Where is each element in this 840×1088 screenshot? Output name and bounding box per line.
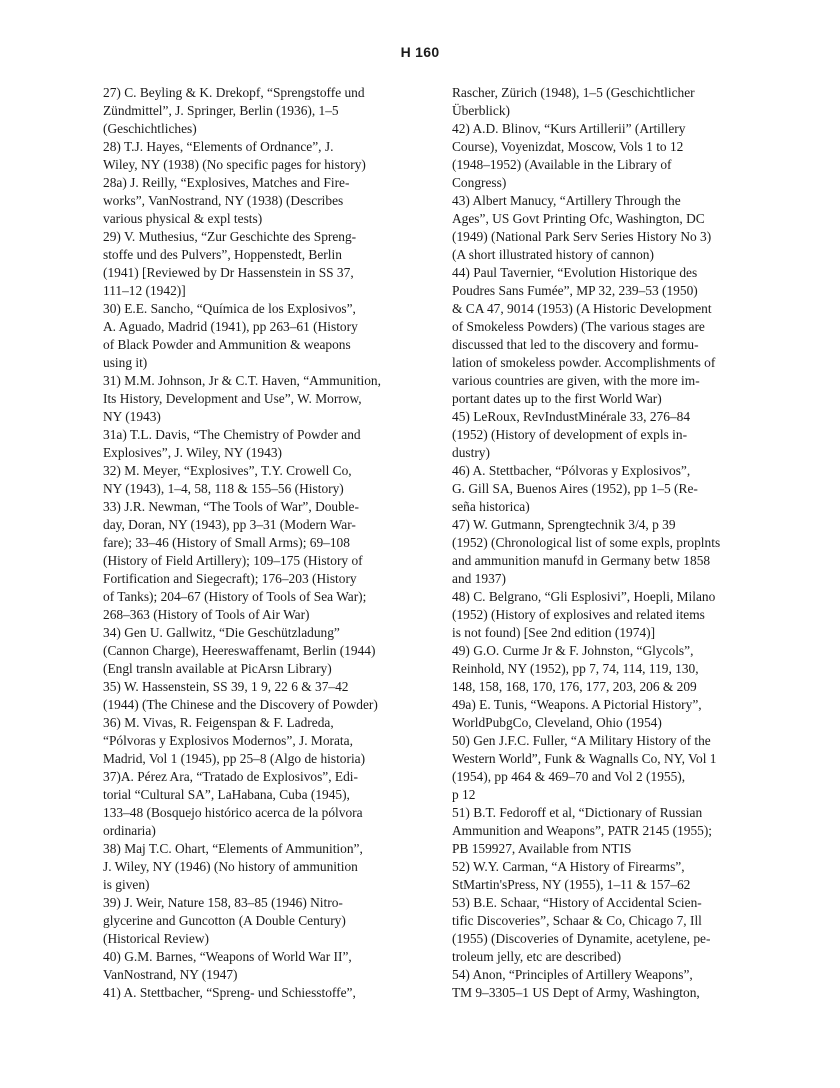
reference-line: (Cannon Charge), Heereswaffenamt, Berlin (1944) — [103, 643, 376, 658]
reference-line: 42) A.D. Blinov, “Kurs Artillerii” (Artillery — [452, 121, 686, 136]
reference-line: 133–48 (Bosquejo histórico acerca de la pólvora — [103, 805, 363, 820]
reference-line: 32) M. Meyer, “Explosives”, T.Y. Crowell Co, — [103, 463, 352, 478]
reference-line: 45) LeRoux, RevIndustMinérale 33, 276–84 — [452, 409, 691, 424]
reference-line: 53) B.E. Schaar, “History of Accidental Scien- — [452, 895, 702, 910]
reference-line: various countries are given, with the more im- — [452, 373, 700, 388]
reference-line: of Smokeless Powders) (The various stages are — [452, 319, 705, 334]
reference-line: Überblick) — [452, 103, 511, 118]
reference-line: (1949) (National Park Serv Series History No 3) — [452, 229, 712, 244]
reference-line: (1941) [Reviewed by Dr Hassenstein in SS 37, — [103, 265, 354, 280]
reference-line: A. Aguado, Madrid (1941), pp 263–61 (History — [103, 319, 358, 334]
reference-line: 30) E.E. Sancho, “Química de los Explosivos”, — [103, 301, 356, 316]
reference-line: 31) M.M. Johnson, Jr & C.T. Haven, “Ammunition, — [103, 373, 381, 388]
reference-line: 36) M. Vivas, R. Feigenspan & F. Ladreda, — [103, 715, 334, 730]
reference-line: “Pólvoras y Explosivos Modernos”, J. Morata, — [103, 733, 353, 748]
reference-line: NY (1943) — [103, 409, 161, 424]
reference-line: 54) Anon, “Principles of Artillery Weapons”, — [452, 967, 693, 982]
reference-line: StMartin'sPress, NY (1955), 1–11 & 157–62 — [452, 877, 691, 892]
reference-line: 44) Paul Tavernier, “Evolution Historique des — [452, 265, 698, 280]
reference-line: Wiley, NY (1938) (No specific pages for history) — [103, 157, 366, 172]
reference-line: 43) Albert Manucy, “Artillery Through the — [452, 193, 681, 208]
reference-line: using it) — [103, 355, 148, 370]
reference-line: 49) G.O. Curme Jr & F. Johnston, “Glycols”, — [452, 643, 694, 658]
reference-line: (1955) (Discoveries of Dynamite, acetylene, pe- — [452, 931, 711, 946]
reference-line: Rascher, Zürich (1948), 1–5 (Geschichtlicher — [452, 85, 695, 100]
reference-line: (1952) (History of development of expls in- — [452, 427, 688, 442]
reference-line: 52) W.Y. Carman, “A History of Firearms”, — [452, 859, 685, 874]
reference-line: G. Gill SA, Buenos Aires (1952), pp 1–5 (Re- — [452, 481, 698, 496]
reference-line: 41) A. Stettbacher, “Spreng- und Schiesstoffe”, — [103, 985, 356, 1000]
reference-line: 40) G.M. Barnes, “Weapons of World War II”, — [103, 949, 352, 964]
reference-line: Poudres Sans Fumée”, MP 32, 239–53 (1950) — [452, 283, 698, 298]
reference-line: & CA 47, 9014 (1953) (A Historic Development — [452, 301, 712, 316]
reference-line: (Engl transln available at PicArsn Library) — [103, 661, 332, 676]
reference-line: works”, VanNostrand, NY (1938) (Describes — [103, 193, 344, 208]
reference-line: (A short illustrated history of cannon) — [452, 247, 654, 262]
reference-line: of Black Powder and Ammunition & weapons — [103, 337, 351, 352]
reference-line: is not found) [See 2nd edition (1974)] — [452, 625, 656, 640]
reference-line: VanNostrand, NY (1947) — [103, 967, 238, 982]
reference-line: Explosives”, J. Wiley, NY (1943) — [103, 445, 282, 460]
reference-line: NY (1943), 1–4, 58, 118 & 155–56 (History) — [103, 481, 344, 496]
reference-line: ordinaria) — [103, 823, 156, 838]
reference-line: Congress) — [452, 175, 507, 190]
reference-line: 47) W. Gutmann, Sprengtechnik 3/4, p 39 — [452, 517, 676, 532]
reference-line: (Historical Review) — [103, 931, 209, 946]
reference-line: 49a) E. Tunis, “Weapons. A Pictorial History”, — [452, 697, 702, 712]
reference-line: Reinhold, NY (1952), pp 7, 74, 114, 119, 130, — [452, 661, 699, 676]
reference-line: p 12 — [452, 787, 476, 802]
reference-line: 34) Gen U. Gallwitz, “Die Geschützladung” — [103, 625, 340, 640]
reference-line: 50) Gen J.F.C. Fuller, “A Military History of the — [452, 733, 711, 748]
reference-line: 29) V. Muthesius, “Zur Geschichte des Spreng- — [103, 229, 357, 244]
reference-line: troleum jelly, etc are described) — [452, 949, 622, 964]
reference-line: Ages”, US Govt Printing Ofc, Washington, DC — [452, 211, 705, 226]
reference-line: day, Doran, NY (1943), pp 3–31 (Modern War- — [103, 517, 356, 532]
reference-line: is given) — [103, 877, 150, 892]
reference-line: Western World”, Funk & Wagnalls Co, NY, Vol 1 — [452, 751, 717, 766]
reference-line: and ammunition manufd in Germany betw 1858 — [452, 553, 711, 568]
reference-line: Fortification and Siegecraft); 176–203 (History — [103, 571, 357, 586]
reference-line: Madrid, Vol 1 (1945), pp 25–8 (Algo de historia) — [103, 751, 366, 766]
reference-line: 38) Maj T.C. Ohart, “Elements of Ammunition”, — [103, 841, 363, 856]
reference-line: dustry) — [452, 445, 490, 460]
reference-line: Course), Voyenizdat, Moscow, Vols 1 to 12 — [452, 139, 684, 154]
reference-line: portant dates up to the first World War) — [452, 391, 662, 406]
reference-line: lation of smokeless powder. Accomplishments of — [452, 355, 716, 370]
reference-line: stoffe und des Pulvers”, Hoppenstedt, Berlin — [103, 247, 342, 262]
page-header: H 160 — [400, 44, 440, 60]
reference-line: J. Wiley, NY (1946) (No history of ammunition — [103, 859, 358, 874]
reference-line: 46) A. Stettbacher, “Pólvoras y Explosivos”, — [452, 463, 691, 478]
reference-line: 268–363 (History of Tools of Air War) — [103, 607, 310, 622]
reference-line: (1952) (Chronological list of some expls, proplnts — [452, 535, 721, 550]
reference-line: 27) C. Beyling & K. Drekopf, “Sprengstoffe und — [103, 85, 365, 100]
reference-line: 37)A. Pérez Ara, “Tratado de Explosivos”, Edi- — [103, 769, 358, 784]
reference-line: 48) C. Belgrano, “Gli Esplosivi”, Hoepli, Milano — [452, 589, 716, 604]
reference-line: TM 9–3305–1 US Dept of Army, Washington, — [452, 985, 700, 1000]
right-column — [452, 84, 772, 1002]
reference-line: Its History, Development and Use”, W. Morrow, — [103, 391, 362, 406]
reference-line: fare); 33–46 (History of Small Arms); 69–108 — [103, 535, 350, 550]
reference-line: 35) W. Hassenstein, SS 39, 1 9, 22 6 & 37–42 — [103, 679, 349, 694]
left-column — [103, 84, 433, 1002]
reference-line: (1952) (History of explosives and related items — [452, 607, 705, 622]
reference-line: 28) T.J. Hayes, “Elements of Ordnance”, J. — [103, 139, 334, 154]
reference-line: and 1937) — [452, 571, 506, 586]
reference-line: (1944) (The Chinese and the Discovery of Powder) — [103, 697, 378, 712]
reference-line: discussed that led to the discovery and formu- — [452, 337, 699, 352]
reference-line: 33) J.R. Newman, “The Tools of War”, Double- — [103, 499, 359, 514]
reference-line: Ammunition and Weapons”, PATR 2145 (1955); — [452, 823, 713, 838]
reference-line: 31a) T.L. Davis, “The Chemistry of Powder and — [103, 427, 361, 442]
reference-line: torial “Cultural SA”, LaHabana, Cuba (1945), — [103, 787, 350, 802]
reference-line: glycerine and Guncotton (A Double Century) — [103, 913, 346, 928]
reference-line: various physical & expl tests) — [103, 211, 263, 226]
reference-line: Zündmittel”, J. Springer, Berlin (1936), 1–5 — [103, 103, 339, 118]
reference-line: of Tanks); 204–67 (History of Tools of Sea War); — [103, 589, 367, 604]
reference-line: (History of Field Artillery); 109–175 (History of — [103, 553, 363, 568]
reference-line: 148, 158, 168, 170, 176, 177, 203, 206 & 209 — [452, 679, 697, 694]
reference-line: 39) J. Weir, Nature 158, 83–85 (1946) Nitro- — [103, 895, 343, 910]
reference-line: (1948–1952) (Available in the Library of — [452, 157, 672, 172]
reference-line: WorldPubgCo, Cleveland, Ohio (1954) — [452, 715, 662, 730]
reference-line: seña historica) — [452, 499, 530, 514]
reference-line: 51) B.T. Fedoroff et al, “Dictionary of Russian — [452, 805, 703, 820]
reference-line: 111–12 (1942)] — [103, 283, 186, 298]
reference-line: (1954), pp 464 & 469–70 and Vol 2 (1955), — [452, 769, 686, 784]
reference-line: PB 159927, Available from NTIS — [452, 841, 632, 856]
reference-line: (Geschichtliches) — [103, 121, 197, 136]
reference-line: 28a) J. Reilly, “Explosives, Matches and Fire- — [103, 175, 350, 190]
reference-line: tific Discoveries”, Schaar & Co, Chicago 7, Ill — [452, 913, 702, 928]
